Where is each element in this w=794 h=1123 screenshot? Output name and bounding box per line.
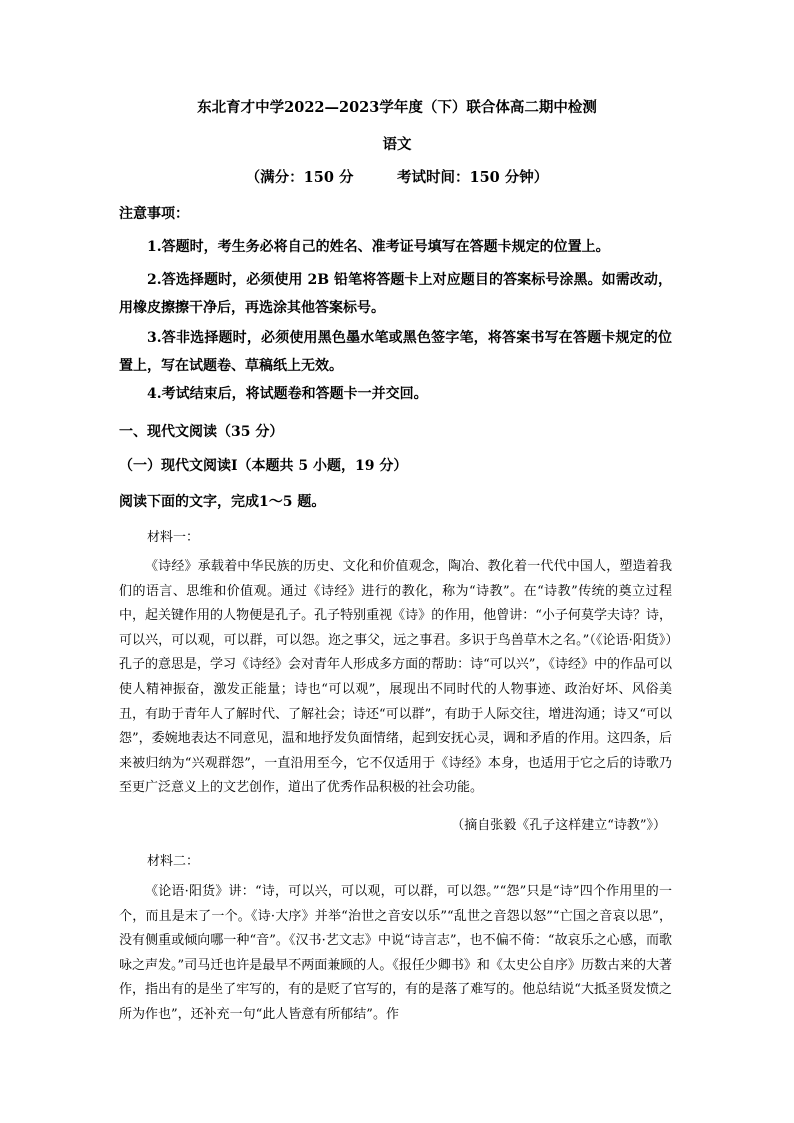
note-item-2: 2.答选择题时，必须使用 2B 铅笔将答题卡上对应题目的答案标号涂黑。如需改动，用橡皮擦擦干净后，再选涂其他答案标号。 [119, 272, 672, 316]
material-2-label: 材料二： [147, 854, 200, 869]
note-item-3: 3.答非选择题时，必须使用黑色墨水笔或黑色签字笔，将答案书写在答题卡规定的位置上，写在试题卷、草稿纸上无效。 [119, 330, 672, 374]
material-2-text: 《论语·阳货》讲：“诗，可以兴，可以观，可以群，可以怨。”“怨”只是“诗”四个作用里的一个，而且是末了一个。《诗·大序》并举“治世之音安以乐”“乱世之音怨以怒”“亡国之音哀以思”，没有侧重或倾向哪一种“音”。《汉书·艺文志》中说“诗言志”，也不偏不倚：“故哀乐之心感，而歌咏之声发。”司马迁也许是最早不两面兼顾的人。《报任少卿书》和《太史公自序》历数古来的大著作，指出有的是坐了牢写的，有的是贬了官写的，有的是落了难写的。他总结说“大抵圣贤发愤之所为作也”，还补充一句“此人皆意有所郁结”。作 [119, 884, 672, 1022]
section-subtitle: （一）现代文阅读Ⅰ（本题共 5 小题，19 分） [119, 458, 408, 474]
note-item-1: 1.答题时，考生务必将自己的姓名、准考证号填写在答题卡规定的位置上。 [147, 239, 610, 255]
exam-info: （满分：150 分 考试时间：150 分钟） [245, 169, 549, 186]
material-1-label: 材料一： [147, 530, 200, 545]
note-item-4: 4.考试结束后，将试题卷和答题卡一并交回。 [147, 386, 428, 402]
reading-instruction: 阅读下面的文字，完成1～5 题。 [119, 494, 326, 510]
exam-title: 东北育才中学2022—2023学年度（下）联合体高二期中检测 [197, 99, 597, 116]
material-1-text: 《诗经》承载着中华民族的历史、文化和价值观念，陶冶、教化着一代代中国人，塑造着我们的语言、思维和价值观。通过《诗经》进行的教化，称为“诗教”。在“诗教”传统的奠立过程中，起关键作用的人物便是孔子。孔子特别重视《诗》的作用，他曾讲：“小子何莫学夫诗？诗，可以兴，可以观，可以群，可以怨。迩之事父，远之事君。多识于鸟兽草木之名。”（《论语·阳货》）孔子的意思是，学习《诗经》会对青年人形成多方面的帮助：诗“可以兴”，《诗经》中的作品可以使人精神振奋，激发正能量；诗也“可以观”，展现出不同时代的人物事迹、政治好坏、风俗美丑，有助于青年人了解时代、了解社会；诗还“可以群”，有助于人际交往，增进沟通；诗又“可以怨”，委婉地表达不同意见，温和地抒发负面情绪，起到安抚心灵，调和矛盾的作用。这四条，后来被归纳为“兴观群怨”，一直沿用至今，它不仅适用于《诗经》本身，也适用于它之后的诗歌乃至更广泛意义上的文艺创作，道出了优秀作品积极的社会功能。 [119, 559, 672, 796]
notes-heading: 注意事项： [119, 206, 189, 222]
subject-title: 语文 [382, 136, 412, 153]
material-1-source: （摘自张毅《孔子这样建立“诗教”》） [451, 818, 666, 833]
section-title: 一、现代文阅读（35 分） [119, 424, 284, 440]
